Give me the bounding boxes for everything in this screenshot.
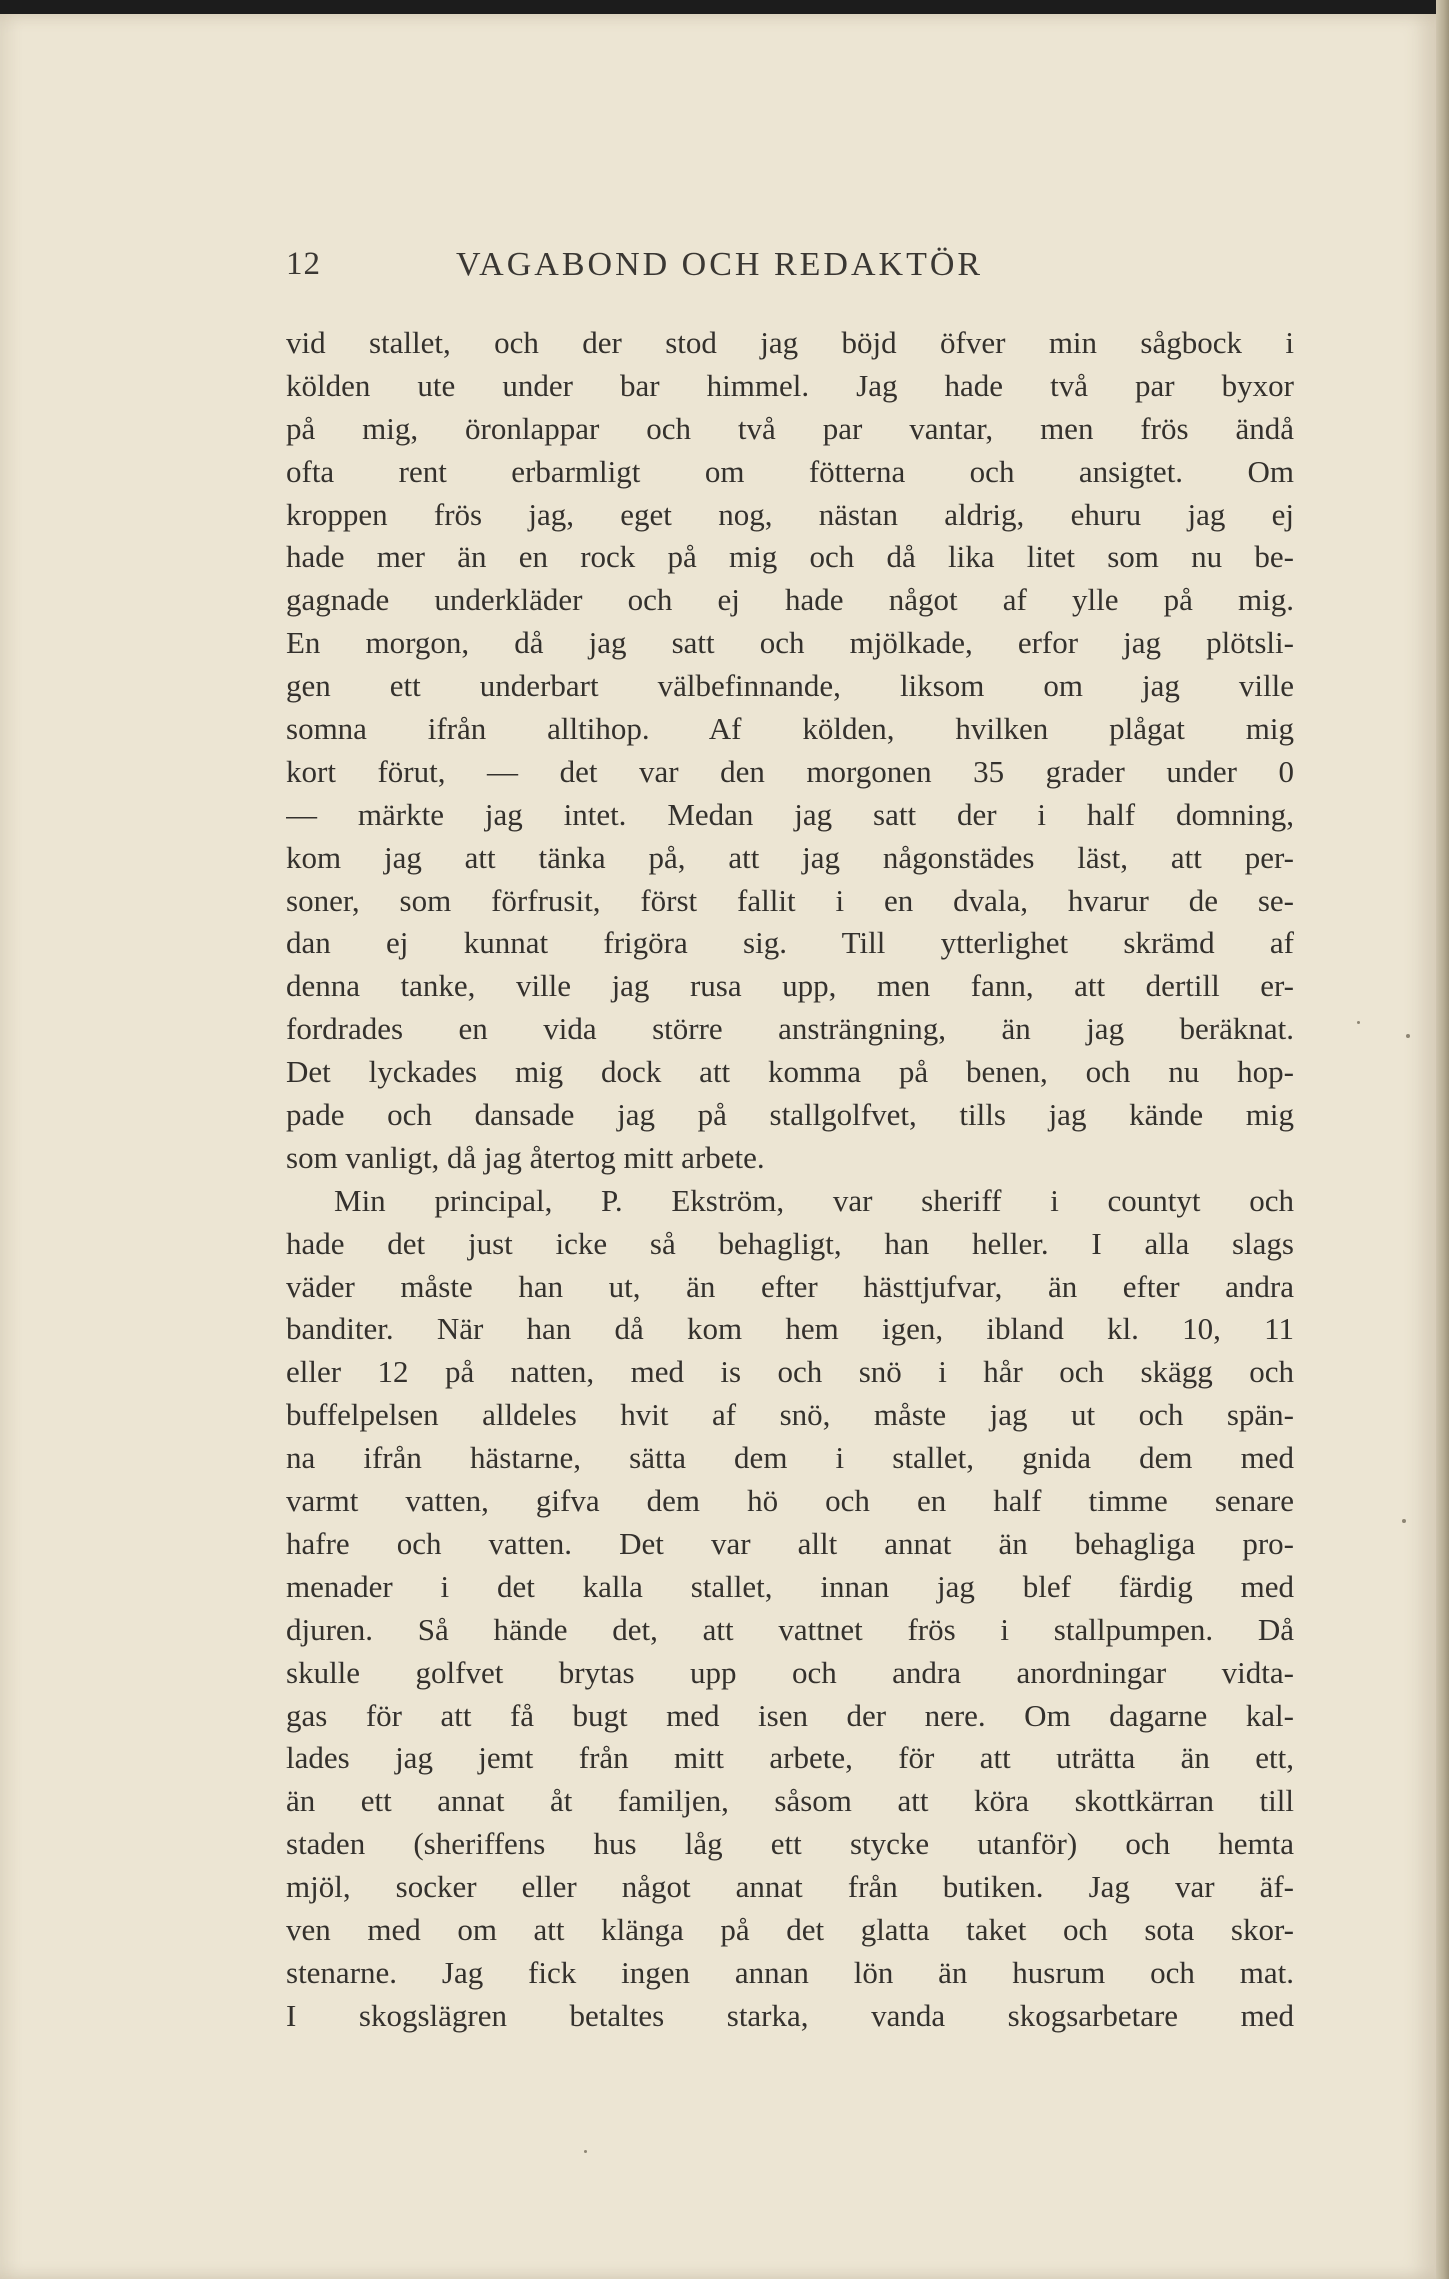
text-line: varmt vatten, gifva dem hö och en half timme senare — [286, 1483, 1294, 1519]
text-line: skulle golfvet brytas upp och andra anordningar vidta- — [286, 1654, 1294, 1690]
page-header — [286, 246, 1296, 306]
text-line: denna tanke, ville jag rusa upp, men fann, att dertill er- — [286, 968, 1294, 1004]
paper-speck — [1357, 1021, 1360, 1024]
text-line: lades jag jemt från mitt arbete, för att uträtta än ett, — [286, 1740, 1294, 1776]
text-line: mjöl, socker eller något annat från butiken. Jag var äf- — [286, 1869, 1294, 1905]
body-text — [286, 322, 1294, 2038]
paper-speck — [1406, 1034, 1410, 1038]
text-line: kom jag att tänka på, att jag någonstädes läst, att per- — [286, 839, 1294, 875]
text-line: gagnade underkläder och ej hade något af ylle på mig. — [286, 582, 1294, 618]
text-line: Det lyckades mig dock att komma på benen, och nu hop- — [286, 1054, 1294, 1090]
text-line: dan ej kunnat frigöra sig. Till ytterlighet skrämd af — [286, 925, 1294, 961]
text-line: — märkte jag intet. Medan jag satt der i half domning, — [286, 796, 1294, 832]
text-line: gen ett underbart välbefinnande, liksom om jag ville — [286, 668, 1294, 704]
text-line: gas för att få bugt med isen der nere. Om dagarne kal- — [286, 1697, 1294, 1733]
text-line: kölden ute under bar himmel. Jag hade två par byxor — [286, 367, 1294, 403]
text-line: somna ifrån alltihop. Af kölden, hvilken plågat mig — [286, 711, 1294, 747]
text-line: fordrades en vida större ansträngning, än jag beräknat. — [286, 1011, 1294, 1047]
paper-speck — [1402, 1519, 1406, 1523]
text-line: staden (sheriffens hus låg ett stycke utanför) och hemta — [286, 1826, 1294, 1862]
text-line: på mig, öronlappar och två par vantar, men frös ändå — [286, 410, 1294, 446]
text-line: vid stallet, och der stod jag böjd öfver min sågbock i — [286, 325, 1294, 360]
paper-speck — [584, 2150, 587, 2153]
text-line: pade och dansade jag på stallgolfvet, tills jag kände mig — [286, 1097, 1294, 1133]
running-title: VAGABOND OCH REDAKTÖR — [456, 246, 984, 283]
text-line: I skogslägren betaltes starka, vanda skogsarbetare med — [286, 1997, 1294, 2033]
text-line: soner, som förfrusit, först fallit i en dvala, hvarur de se- — [286, 882, 1294, 918]
page-number: 12 — [286, 246, 321, 282]
text-line: buffelpelsen alldeles hvit af snö, måste jag ut och spän- — [286, 1397, 1294, 1433]
text-line: djuren. Så hände det, att vattnet frös i stallpumpen. Då — [286, 1611, 1294, 1647]
text-line: väder måste han ut, än efter hästtjufvar, än efter andra — [286, 1268, 1294, 1304]
page-edge — [1436, 0, 1449, 2279]
text-line: hafre och vatten. Det var allt annat än behagliga pro- — [286, 1525, 1294, 1561]
text-line: eller 12 på natten, med is och snö i hår och skägg och — [286, 1354, 1294, 1390]
text-line: hade det just icke så behagligt, han heller. I alla slags — [286, 1225, 1294, 1261]
text-line: ven med om att klänga på det glatta taket och sota skor- — [286, 1911, 1294, 1947]
text-line: hade mer än en rock på mig och då lika litet som nu be- — [286, 539, 1294, 575]
text-line: kroppen frös jag, eget nog, nästan aldrig, ehuru jag ej — [286, 496, 1294, 532]
paragraph-1 — [286, 322, 1294, 1180]
text-line: stenarne. Jag fick ingen annan lön än husrum och mat. — [286, 1954, 1294, 1990]
text-line: ofta rent erbarmligt om fötterna och ansigtet. Om — [286, 453, 1294, 489]
text-line: Min principal, P. Ekström, var sheriff i countyt och — [334, 1182, 1294, 1218]
scan-top-border — [0, 0, 1449, 14]
text-line: banditer. När han då kom hem igen, ibland kl. 10, 11 — [286, 1311, 1294, 1347]
text-line: som vanligt, då jag återtog mitt arbete. — [286, 1139, 765, 1175]
text-line: En morgon, då jag satt och mjölkade, erfor jag plötsli- — [286, 625, 1294, 661]
text-line: menader i det kalla stallet, innan jag blef färdig med — [286, 1568, 1294, 1604]
text-line: än ett annat åt familjen, såsom att köra skottkärran till — [286, 1783, 1294, 1819]
text-line: kort förut, — det var den morgonen 35 grader under 0 — [286, 753, 1294, 789]
paragraph-2 — [286, 1180, 1294, 2038]
text-line: na ifrån hästarne, sätta dem i stallet, gnida dem med — [286, 1440, 1294, 1476]
